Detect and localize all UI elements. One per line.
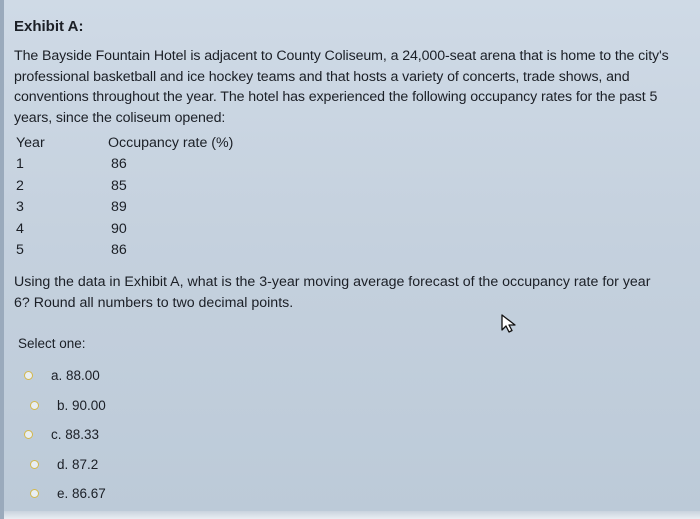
radio-button-icon[interactable] [30,460,39,469]
answer-option-e[interactable] [24,479,106,509]
question-line: Using the data in Exhibit A, what is the 3-year moving average forecast of the occupancy rate for year [14,274,651,290]
radio-button-icon[interactable] [24,430,33,439]
table-row [14,154,690,176]
exhibit-title: Exhibit A: [14,18,84,35]
answer-option-label[interactable]: e. 86.67 [57,486,106,502]
answer-option-label[interactable]: b. 90.00 [57,397,106,413]
answer-option-c[interactable] [24,420,106,450]
question-line: 6? Round all numbers to two decimal points. [14,294,294,311]
intro-line: conventions throughout the year. The hotel has experienced the following occupancy rates for the past 5 [14,89,658,105]
question-content [14,18,690,313]
table-row [14,218,690,240]
radio-button-icon[interactable] [24,371,33,380]
select-one-label: Select one: [18,336,86,351]
answer-options [24,361,106,509]
year-cell: 5 [16,242,24,259]
rate-cell: 85 [111,177,127,194]
year-cell: 2 [16,177,24,194]
rate-cell: 90 [111,220,127,237]
intro-line: The Bayside Fountain Hotel is adjacent to County Coliseum, a 24,000-seat arena that is home to the city's [14,48,669,64]
rate-cell: 86 [111,156,127,173]
answer-option-a[interactable] [24,361,106,391]
answer-option-d[interactable] [24,450,106,480]
answer-option-b[interactable] [24,391,106,421]
answer-option-label[interactable]: c. 88.33 [51,427,100,443]
answer-option-label[interactable]: d. 87.2 [57,456,99,472]
rate-column-header: Occupancy rate (%) [108,134,234,151]
occupancy-table [14,132,690,261]
radio-button-icon[interactable] [30,401,39,410]
year-column-header: Year [16,134,45,151]
exhibit-intro [14,46,690,128]
rate-cell: 86 [111,242,127,259]
table-row [14,197,690,219]
radio-button-icon[interactable] [30,489,39,498]
answer-option-label[interactable]: a. 88.00 [51,368,100,384]
mouse-pointer-icon [500,314,518,334]
intro-line: years, since the coliseum opened: [14,109,226,126]
year-cell: 3 [16,199,24,216]
question-text [14,272,690,313]
year-cell: 1 [16,156,24,173]
table-row [14,175,690,197]
year-cell: 4 [16,220,24,237]
bottom-edge [4,511,700,519]
table-row [14,240,690,262]
intro-line: professional basketball and ice hockey teams and that hosts a variety of concerts, trade shows, and [14,68,630,85]
rate-cell: 89 [111,199,127,216]
table-header-row [14,132,690,154]
